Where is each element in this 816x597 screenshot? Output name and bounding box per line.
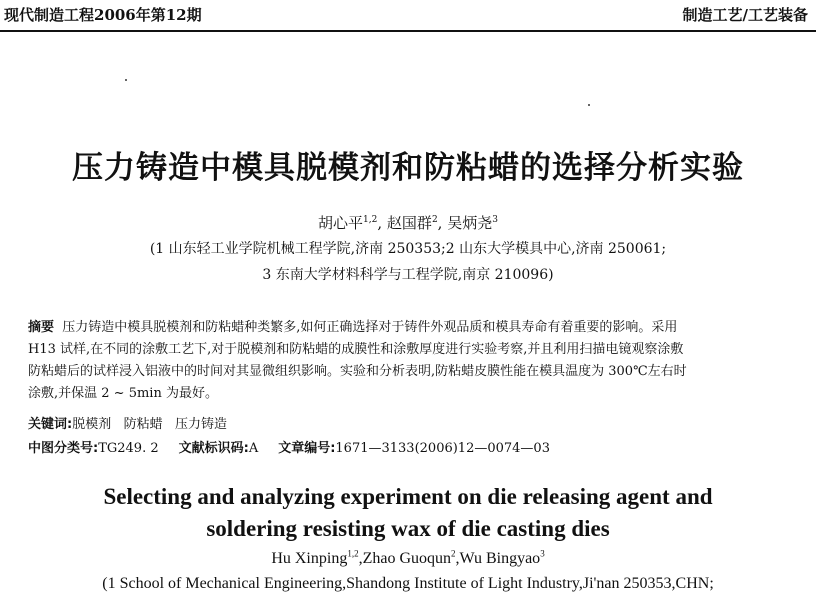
abstract-line	[28, 317, 792, 339]
author-name: 赵国群	[386, 214, 432, 232]
author-affiliation-mark: 3	[492, 215, 498, 225]
abstract-block	[28, 317, 792, 405]
author-affiliation-mark: 2	[431, 215, 438, 225]
author-affiliation-mark: 3	[540, 548, 545, 559]
journal-issue-label: 现代制造工程2006年第12期	[4, 6, 202, 24]
author-name: Zhao Guoqun	[362, 550, 451, 567]
author-affiliation-mark: 1,2	[363, 215, 378, 225]
author-affiliation-mark: 2	[451, 548, 456, 559]
affiliation-chinese-line-1: (1 山东轻工业学院机械工程学院,济南 250353;2 山东大学模具中心,济南 250061;	[149, 241, 667, 257]
affiliation-chinese-line-2: 3 东南大学材料科学与工程学院,南京 210096)	[262, 267, 554, 283]
doc-code-value: A	[248, 441, 259, 456]
author-name: Wu Bingyao	[459, 550, 541, 567]
authors-chinese	[0, 212, 816, 233]
author-affiliation-mark: 1,2	[347, 548, 359, 559]
author-name: 吴炳尧	[447, 214, 493, 232]
paper-title-chinese: 压力铸造中模具脱模剂和防粘蜡的选择分析实验	[72, 150, 744, 186]
scan-speck	[125, 79, 127, 81]
paper-title-english-line-2: soldering resisting wax of die casting dies	[206, 516, 610, 541]
author-separator: ,	[377, 214, 383, 232]
paper-title-english-line-1: Selecting and analyzing experiment on die releasing agent and	[103, 484, 713, 509]
author-name: 胡心平	[318, 214, 364, 232]
running-header	[0, 0, 816, 32]
authors-english	[0, 550, 816, 568]
article-number-value: 1671—3133(2006)12—0074—03	[335, 441, 550, 456]
classification-line	[28, 437, 550, 456]
scan-speck	[588, 104, 590, 106]
keyword: 压力铸造	[175, 417, 228, 432]
doc-code-label: 文献标识码:	[178, 441, 249, 456]
abstract-line: H13 试样,在不同的涂敷工艺下,对于脱模剂和防粘蜡的成膜性和涂敷厚度进行实验考察,并且利用扫描电镜观察涂敷	[28, 342, 684, 357]
keyword: 防粘蜡	[123, 417, 163, 432]
abstract-text: 压力铸造中模具脱模剂和防粘蜡种类繁多,如何正确选择对于铸件外观品质和模具寿命有着重要的影响。采用	[62, 320, 678, 335]
author-separator: ,	[437, 214, 443, 232]
abstract-line: 涂敷,并保温 2 ~ 5min 为最好。	[28, 386, 218, 401]
abstract-line: 防粘蜡后的试样浸入铝液中的时间对其显微组织影响。实验和分析表明,防粘蜡皮膜性能在模具温度为 300℃左右时	[28, 364, 687, 379]
keywords-line	[28, 413, 227, 432]
clc-label: 中图分类号:	[28, 441, 99, 456]
keyword: 脱模剂	[72, 417, 112, 432]
article-number-label: 文章编号:	[278, 441, 336, 456]
clc-value: TG249. 2	[98, 441, 159, 456]
author-separator: ,	[455, 550, 460, 567]
keywords-label: 关键词:	[28, 417, 73, 432]
author-name: Hu Xinping	[271, 550, 348, 567]
affiliation-english: (1 School of Mechanical Engineering,Shandong Institute of Light Industry,Ji'nan 250353,CHN;	[102, 575, 714, 592]
section-label: 制造工艺/工艺装备	[682, 6, 808, 24]
abstract-label: 摘要	[28, 320, 55, 335]
author-separator: ,	[358, 550, 363, 567]
